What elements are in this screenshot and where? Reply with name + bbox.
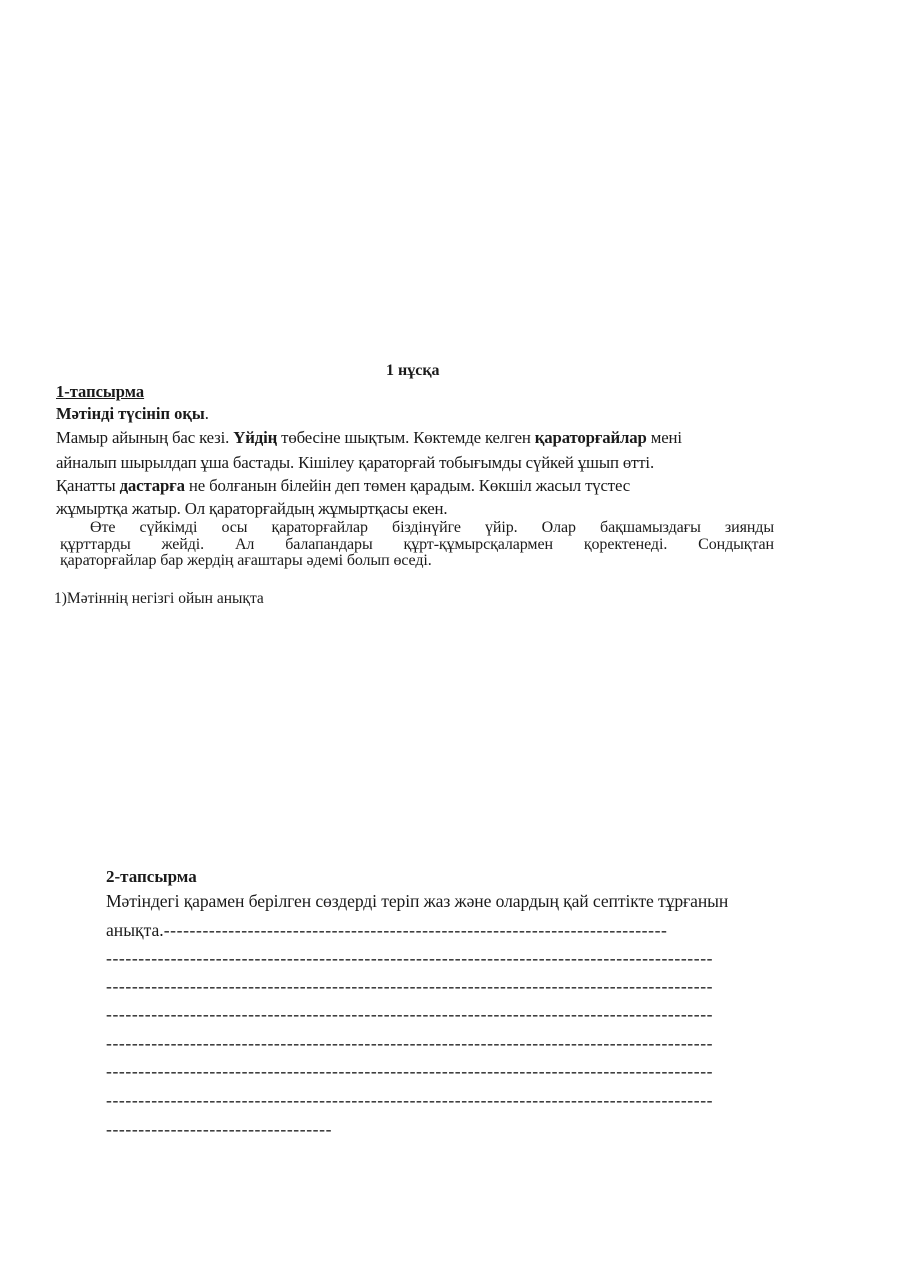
squeezed-line-2: құрттарды жейді. Ал балапандары құрт-құмырсқалармен қоректенеді. Сондықтан xyxy=(60,536,774,553)
line1-part-c: төбесіне шықтым. Көктемде келген xyxy=(277,428,535,447)
answer-dash-line-last[interactable]: ----------------------------------- xyxy=(106,1119,333,1139)
answer-dash-line[interactable]: ---------------------------------------------------------------------------------------------- xyxy=(106,1061,714,1081)
task1-instruction xyxy=(56,404,209,424)
answer-prefix: анықта. xyxy=(106,920,164,940)
line3-part-a: Қанатты xyxy=(56,476,120,495)
line1-part-d: мені xyxy=(646,428,682,447)
answer-dash-line[interactable]: ---------------------------------------------------------------------------------------------- xyxy=(106,1090,714,1110)
squeezed-line-3: қараторғайлар бар жердің ағаштары әдемі болып өседі. xyxy=(60,552,432,569)
paragraph-line-1 xyxy=(56,428,682,448)
answer-line-first xyxy=(106,920,858,941)
bold-word-karatorgailar: қараторғайлар xyxy=(534,428,647,447)
task2-instruction: Мәтіндегі қарамен берілген сөздерді теріп жаз және олардың қай септікте тұрғанын xyxy=(106,891,729,911)
line3-part-c: не болғанын білейін деп төмен қарадым. Көкшіл жасыл түстес xyxy=(184,476,630,495)
bold-word-uydin: Үйдің xyxy=(233,428,278,447)
squeezed-line-1: Өте сүйкімді осы қараторғайлар біздінүйге үйір. Олар бақшамыздағы зиянды xyxy=(90,519,774,536)
task1-heading: 1-тапсырма xyxy=(56,382,145,401)
answer-dash-line[interactable]: ---------------------------------------------------------------------------------------------- xyxy=(106,948,714,968)
question-1-cut-off: 1)Мәтіннің негізгі ойын анықта xyxy=(54,590,264,607)
paragraph-line-4: жұмыртқа жатыр. Ол қараторғайдың жұмыртқасы екен. xyxy=(56,499,448,518)
task2-heading-cut-off xyxy=(106,867,197,887)
answer-dash-line[interactable]: ---------------------------------------------------------------------------------------------- xyxy=(106,976,714,996)
answer-dashes[interactable]: ------------------------------------------------------------------------------ xyxy=(163,920,668,940)
bold-word-dastarga: дастарға xyxy=(119,476,185,495)
answer-dash-line[interactable]: ---------------------------------------------------------------------------------------------- xyxy=(106,1033,714,1053)
task1-instruction-text: Мәтінді түсініп оқы xyxy=(56,404,205,423)
task2-heading-text: 2-тапсырма xyxy=(106,867,197,886)
answer-dash-line[interactable]: ---------------------------------------------------------------------------------------------- xyxy=(106,1004,714,1024)
paragraph-line-3 xyxy=(56,476,630,496)
line1-part-a: Мамыр айының бас кезі. xyxy=(56,428,234,447)
task1-instruction-period: . xyxy=(204,404,209,423)
paragraph-line-2: айналып шырылдап ұша бастады. Кішілеу қараторғай тобығымды сүйкей ұшып өтті. xyxy=(56,453,654,472)
variant-title: 1 нұсқа xyxy=(386,362,440,379)
